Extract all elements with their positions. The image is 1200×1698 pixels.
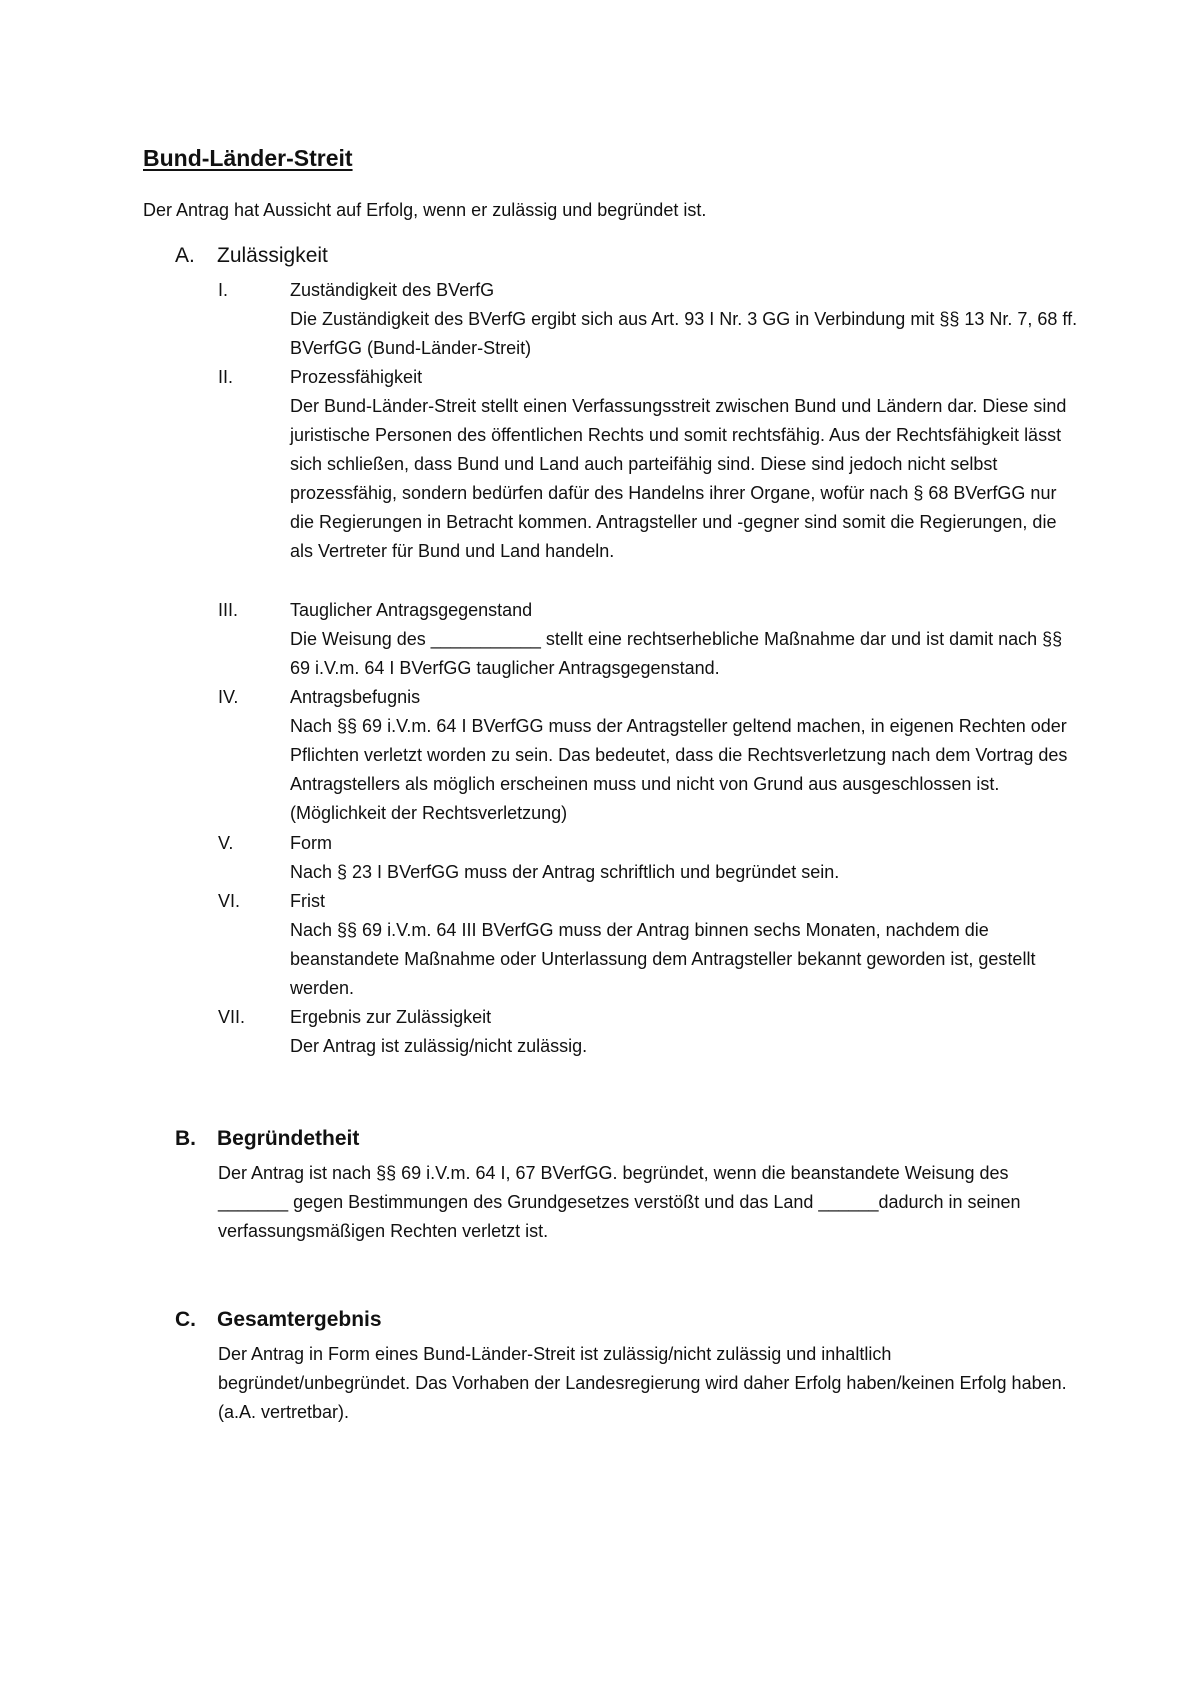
item-text: Nach §§ 69 i.V.m. 64 I BVerfGG muss der Antragsteller geltend machen, in eigenen Rechten oder Pflichten verletzt worden zu sein. Das bedeutet, dass die Rechtsverletzung nach dem Vortrag des Antragstellers als möglich erscheinen muss und nicht von Grund aus ausgeschlossen ist. (Möglichkeit der Rechtsverletzung)	[290, 716, 1068, 823]
section-c-text: Der Antrag in Form eines Bund-Länder-Streit ist zulässig/nicht zulässig und inhaltlich begründet/unbegründet. Das Vorhaben der Landesregierung wird daher Erfolg haben/keinen Erfolg haben. (a.A. vertretbar).	[218, 1344, 1067, 1422]
item-text: Die Zuständigkeit des BVerfG ergibt sich aus Art. 93 I Nr. 3 GG in Verbindung mit §§ 13 Nr. 7, 68 ff. BVerfGG (Bund-Länder-Streit)	[290, 309, 1078, 358]
item-text: Die Weisung des ___________ stellt eine rechtserhebliche Maßnahme dar und ist damit nach §§ 69 i.V.m. 64 I BVerfGG tauglicher Antragsgegenstand.	[290, 629, 1063, 678]
item-text: Der Bund-Länder-Streit stellt einen Verfassungsstreit zwischen Bund und Ländern dar. Diese sind juristische Personen des öffentlichen Rechts und somit rechtsfähig. Aus der Rechtsfähigkeit lässt sich schließen, dass Bund und Land auch parteifähig sind. Diese sind jedoch nicht selbst prozessfähig, sondern bedürfen dafür des Handelns ihrer Organe, wofür nach § 68 BVerfGG nur die Regierungen in Betracht kommen. Antragsteller und -gegner sind somit die Regierungen, die als Vertreter für Bund und Land handeln.	[290, 396, 1067, 561]
document-title: Bund-Länder-Streit	[143, 145, 353, 171]
item-number: VII.	[218, 1007, 246, 1027]
section-b-title: Begründetheit	[217, 1127, 360, 1150]
item-number: I.	[218, 280, 229, 300]
section-a-title: Zulässigkeit	[217, 244, 328, 267]
item-text: Nach §§ 69 i.V.m. 64 III BVerfGG muss der Antrag binnen sechs Monaten, nachdem die beanstandete Maßnahme oder Unterlassung dem Antragsteller bekannt geworden ist, gestellt werden.	[290, 920, 1036, 998]
section-a-heading	[175, 244, 328, 268]
item-title: Prozessfähigkeit	[290, 367, 423, 387]
intro-text: Der Antrag hat Aussicht auf Erfolg, wenn er zulässig und begründet ist.	[143, 200, 707, 220]
item-number: III.	[218, 600, 239, 620]
item-title: Tauglicher Antragsgegenstand	[290, 600, 533, 620]
item-number: VI.	[218, 891, 241, 911]
item-title: Antragsbefugnis	[290, 687, 421, 707]
section-b-letter: B.	[175, 1127, 196, 1150]
section-b-text: Der Antrag ist nach §§ 69 i.V.m. 64 I, 67 BVerfGG. begründet, wenn die beanstandete Weisung des _______ gegen Bestimmungen des Grundgesetzes verstößt und das Land ______dadurch in seinen verfassungsmäßigen Rechten verletzt ist.	[218, 1163, 1021, 1241]
section-c-title: Gesamtergebnis	[217, 1308, 382, 1331]
item-number: V.	[218, 833, 234, 853]
item-number: II.	[218, 367, 234, 387]
item-number: IV.	[218, 687, 239, 707]
item-title: Frist	[290, 891, 325, 911]
item-title: Form	[290, 833, 332, 853]
item-text: Der Antrag ist zulässig/nicht zulässig.	[290, 1036, 588, 1056]
item-title: Ergebnis zur Zulässigkeit	[290, 1007, 492, 1027]
item-text: Nach § 23 I BVerfGG muss der Antrag schriftlich und begründet sein.	[290, 862, 840, 882]
section-a-letter: A.	[175, 244, 195, 267]
section-b-heading	[175, 1127, 359, 1151]
section-c-heading	[175, 1308, 382, 1332]
item-title: Zuständigkeit des BVerfG	[290, 280, 495, 300]
section-c-letter: C.	[175, 1308, 196, 1331]
